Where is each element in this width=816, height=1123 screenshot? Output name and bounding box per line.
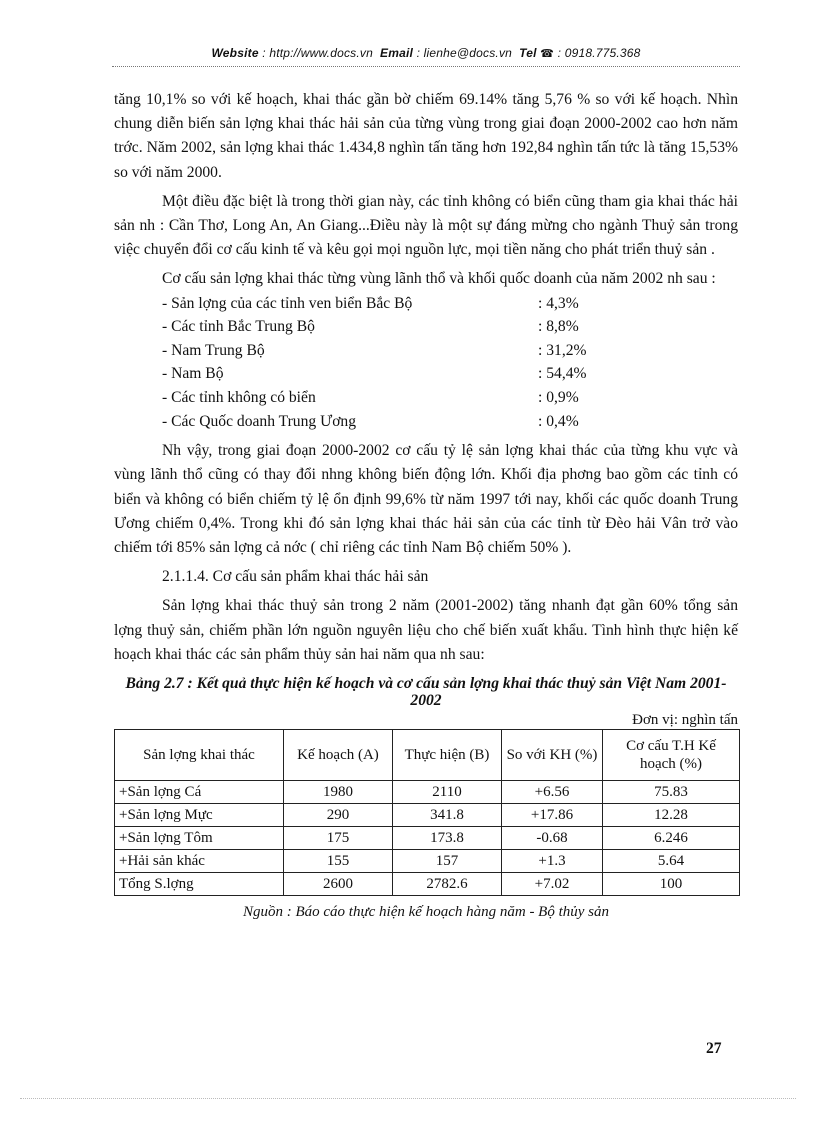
list-item: - Các tỉnh Bắc Trung Bộ : 8,8%	[162, 318, 579, 336]
website-value[interactable]: : http://www.docs.vn	[262, 46, 373, 60]
region-share-list	[114, 292, 738, 434]
table-caption: Bảng 2.7 : Kết quả thực hiện kế hoạch và cơ cấu sản lợng khai thác thuỷ sản Việt Nam 2001-2002	[125, 675, 727, 710]
paragraph-3: Cơ cấu sản lợng khai thác từng vùng lãnh thổ và khối quốc doanh của năm 2002 nh sau :	[162, 270, 716, 288]
table-cell: +Sản lợng Tôm	[115, 827, 284, 850]
header-divider	[112, 66, 740, 67]
table-cell: -0.68	[502, 827, 603, 850]
paragraph-1: tăng 10,1% so với kế hoạch, khai thác gần bờ chiếm 69.14% tăng 5,76 % so với kế hoạch. Nhìn chung diễn biến sản lợng khai thác hải sản của từng vùng trong giai đoạn 2000-2002 cao hơn năm trớc. Năm 2002, sản lợng khai thác 1.434,8 nghìn tấn tăng hơn 192,84 nghìn tấn tức là tăng 15,53% so với năm 2000.	[114, 91, 738, 181]
page-body	[114, 88, 738, 924]
paragraph-2: Một điều đặc biệt là trong thời gian này, các tỉnh không có biển cũng tham gia khai thác hải sản nh : Cần Thơ, Long An, An Giang...Điều này là một sự đáng mừng cho ngành Thuỷ sản trong việc chuyển đổi cơ cấu kinh tế và kêu gọi mọi nguồn lực, mọi tiền năng cho phát triển thuỷ sản .	[114, 192, 738, 259]
paragraph-5: Sản lợng khai thác thuỷ sản trong 2 năm (2001-2002) tăng nhanh đạt gần 60% tổng sản lợng thuỷ sản, chiếm phần lớn nguồn nguyên liệu cho chế biến xuất khẩu. Tình hình thực hiện kế hoạch khai thác các sản phẩm thủy sản hai năm qua nh sau:	[114, 597, 738, 663]
table-cell: +Hải sản khác	[115, 850, 284, 873]
table-cell: 2600	[284, 873, 393, 896]
column-header: Cơ cấu T.H Kế hoạch (%)	[603, 730, 740, 781]
table-cell: 1980	[284, 781, 393, 804]
section-heading: 2.1.1.4. Cơ cấu sản phẩm khai thác hải sản	[162, 568, 429, 586]
table-cell: +Sản lợng Cá	[115, 781, 284, 804]
table-row	[115, 827, 740, 850]
table-cell: 100	[603, 873, 740, 896]
table-cell: 2110	[393, 781, 502, 804]
tel-value: : 0918.775.368	[557, 46, 641, 60]
table-row	[115, 781, 740, 804]
table-cell: 2782.6	[393, 873, 502, 896]
table-cell: +17.86	[502, 804, 603, 827]
website-label: Website	[211, 46, 259, 60]
table-cell: 157	[393, 850, 502, 873]
email-value[interactable]: : lienhe@docs.vn	[416, 46, 513, 60]
table-row	[115, 804, 740, 827]
table-unit: Đơn vị: nghìn tấn	[632, 712, 738, 729]
footer-divider	[20, 1098, 796, 1099]
table-cell: +7.02	[502, 873, 603, 896]
table-cell: +6.56	[502, 781, 603, 804]
page-number: 27	[706, 1040, 722, 1057]
list-item: - Các Quốc doanh Trung Ương : 0,4%	[162, 412, 579, 430]
column-header: Kế hoạch (A)	[284, 730, 393, 781]
table-cell: 5.64	[603, 850, 740, 873]
table-cell: 75.83	[603, 781, 740, 804]
table-cell: Tổng S.lợng	[115, 873, 284, 896]
phone-icon: ☎	[540, 48, 555, 60]
table-cell: +Sản lợng Mực	[115, 804, 284, 827]
list-item: - Các tỉnh không có biển : 0,9%	[162, 389, 579, 406]
paragraph-4: Nh vậy, trong giai đoạn 2000-2002 cơ cấu tỷ lệ sản lợng khai thác của từng khu vực và vùng lãnh thổ cũng có thay đổi nhng không biến động lớn. Khối địa phơng bao gồm các tỉnh có biển và không có biển chiếm tỷ lệ ổn định 99,6% từ năm 1997 tới nay, khối các quốc doanh Trung Ương chiếm 0,4%. Trong khi đó sản lợng khai thác hải sản của các tỉnh từ Đèo hải Vân trở vào chiếm tới 85% sản lợng cả nớc ( chỉ riêng các tỉnh Nam Bộ chiếm 50% ).	[114, 442, 738, 556]
email-label: Email	[380, 46, 414, 60]
column-header: So với KH (%)	[502, 730, 603, 781]
column-header: Thực hiện (B)	[393, 730, 502, 781]
table-header-row	[115, 730, 740, 781]
table-cell: 290	[284, 804, 393, 827]
table-row	[115, 873, 740, 896]
table-cell: +1.3	[502, 850, 603, 873]
table-row	[115, 850, 740, 873]
list-item: - Nam Trung Bộ : 31,2%	[162, 341, 587, 359]
table-source: Nguồn : Báo cáo thực hiện kế hoạch hàng năm - Bộ thủy sản	[242, 904, 610, 921]
table-cell: 6.246	[603, 827, 740, 850]
list-item: - Sản lợng của các tỉnh ven biển Bắc Bộ : 4,3%	[162, 294, 579, 312]
table-cell: 173.8	[393, 827, 502, 850]
production-table	[114, 729, 740, 896]
table-cell: 12.28	[603, 804, 740, 827]
page-header	[112, 46, 740, 60]
table-cell: 175	[284, 827, 393, 850]
table-cell: 341.8	[393, 804, 502, 827]
table-cell: 155	[284, 850, 393, 873]
tel-label: Tel	[519, 46, 537, 60]
column-header: Sản lợng khai thác	[115, 730, 284, 781]
list-item: - Nam Bộ : 54,4%	[162, 365, 587, 383]
